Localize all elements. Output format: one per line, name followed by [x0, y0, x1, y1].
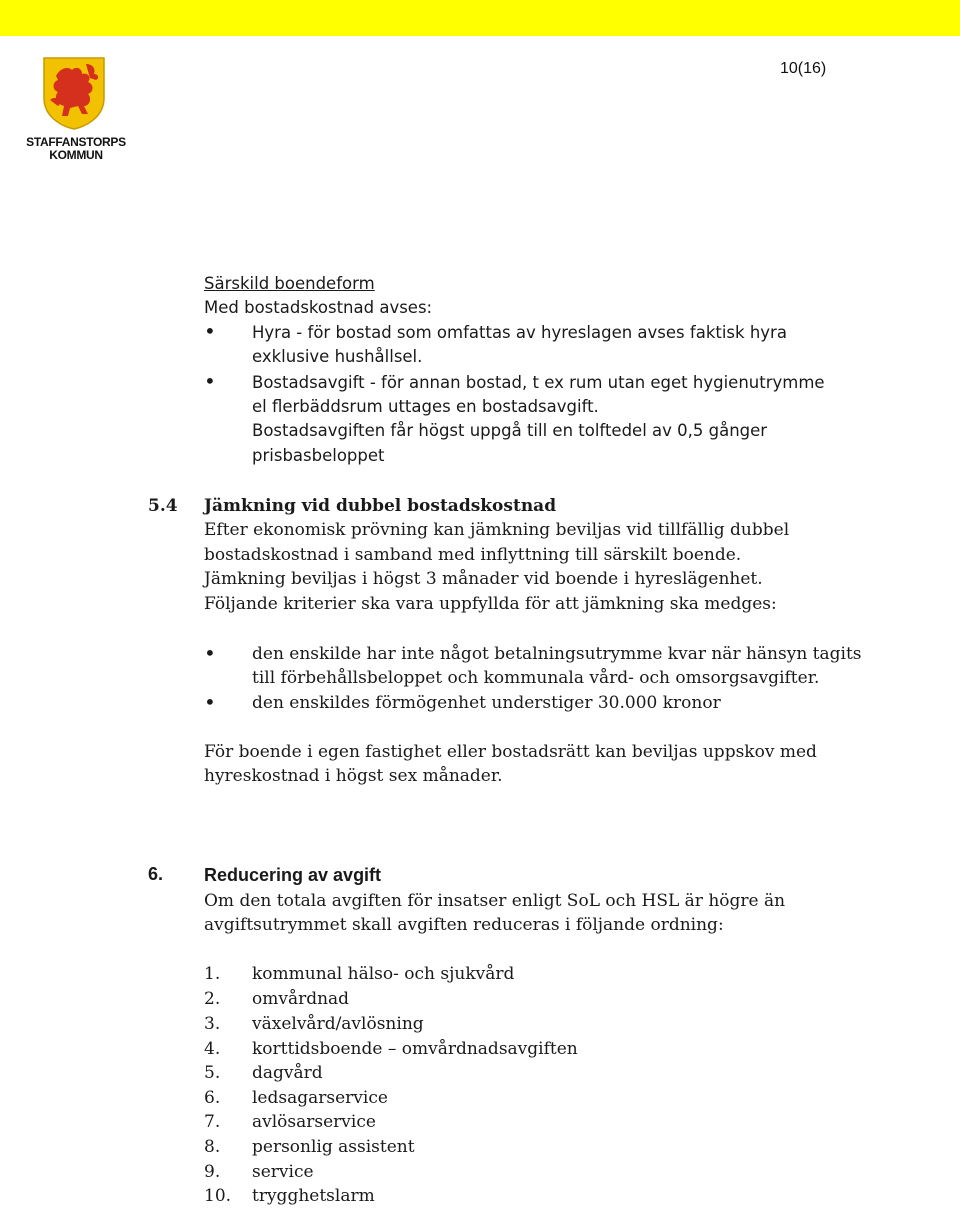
section-number: 5.4: [148, 496, 178, 516]
intro-text: Med bostadskostnad avses:: [204, 298, 433, 317]
bullet-icon: •: [204, 319, 216, 343]
list-number: 8.: [204, 1137, 221, 1157]
list-item-line: prisbasbeloppet: [252, 446, 385, 465]
bullet-icon: •: [204, 641, 216, 665]
paragraph-line: Efter ekonomisk prövning kan jämkning beviljas vid tillfällig dubbel: [204, 520, 790, 540]
list-number: 9.: [204, 1162, 221, 1182]
list-number: 10.: [204, 1186, 232, 1206]
list-item-line: exklusive hushållsel.: [252, 347, 423, 366]
list-item-line: Hyra - för bostad som omfattas av hyreslagen avses faktisk hyra: [252, 323, 787, 342]
coat-of-arms-icon: [42, 56, 106, 130]
list-item: kommunal hälso- och sjukvård: [252, 964, 515, 984]
section-heading: Reducering av avgift: [204, 865, 382, 885]
list-number: 4.: [204, 1039, 221, 1059]
list-item-line: Bostadsavgiften får högst uppgå till en tolftedel av 0,5 gånger: [252, 421, 768, 440]
list-item: dagvård: [252, 1063, 323, 1083]
bullet-icon: •: [204, 369, 216, 393]
list-number: 6.: [204, 1088, 221, 1108]
list-item: personlig assistent: [252, 1137, 415, 1157]
list-item: korttidsboende – omvårdnadsavgiften: [252, 1039, 578, 1059]
header-bar: [0, 0, 960, 36]
list-item-line: Bostadsavgift - för annan bostad, t ex rum utan eget hygienutrymme: [252, 373, 825, 392]
list-number: 1.: [204, 964, 221, 984]
list-item-line: el flerbäddsrum uttages en bostadsavgift.: [252, 397, 599, 416]
list-item: växelvård/avlösning: [252, 1014, 424, 1034]
section-number: 6.: [148, 864, 164, 884]
paragraph-line: avgiftsutrymmet skall avgiften reduceras i följande ordning:: [204, 915, 724, 935]
logo-text-line1: STAFFANSTORPS: [26, 135, 126, 149]
list-number: 7.: [204, 1112, 221, 1132]
list-item: omvårdnad: [252, 989, 350, 1009]
paragraph-line: Jämkning beviljas i högst 3 månader vid boende i hyreslägenhet.: [204, 569, 763, 589]
list-number: 3.: [204, 1014, 221, 1034]
list-item-line: den enskildes förmögenhet understiger 30.000 kronor: [252, 693, 721, 713]
paragraph-line: Om den totala avgiften för insatser enligt SoL och HSL är högre än: [204, 891, 786, 911]
list-item: trygghetslarm: [252, 1186, 375, 1206]
logo-text-line2: KOMMUN: [49, 148, 103, 162]
page-number: 10(16): [780, 60, 827, 77]
paragraph-line: Följande kriterier ska vara uppfyllda för att jämkning ska medges:: [204, 594, 777, 614]
bullet-icon: •: [204, 690, 216, 714]
paragraph-line: bostadskostnad i samband med inflyttning till särskilt boende.: [204, 545, 742, 565]
list-number: 2.: [204, 989, 221, 1009]
list-number: 5.: [204, 1063, 221, 1083]
paragraph-line: För boende i egen fastighet eller bostadsrätt kan beviljas uppskov med: [204, 742, 817, 762]
section-heading: Jämkning vid dubbel bostadskostnad: [204, 496, 557, 516]
list-item-line: den enskilde har inte något betalningsutrymme kvar när hänsyn tagits: [252, 644, 862, 664]
municipality-logo: [26, 56, 126, 162]
paragraph-line: hyreskostnad i högst sex månader.: [204, 766, 503, 786]
list-item: service: [252, 1162, 314, 1182]
list-item: ledsagarservice: [252, 1088, 388, 1108]
list-item: avlösarservice: [252, 1112, 376, 1132]
section-title-sarskild: Särskild boendeform: [204, 274, 375, 293]
list-item-line: till förbehållsbeloppet och kommunala vård- och omsorgsavgifter.: [252, 668, 820, 688]
